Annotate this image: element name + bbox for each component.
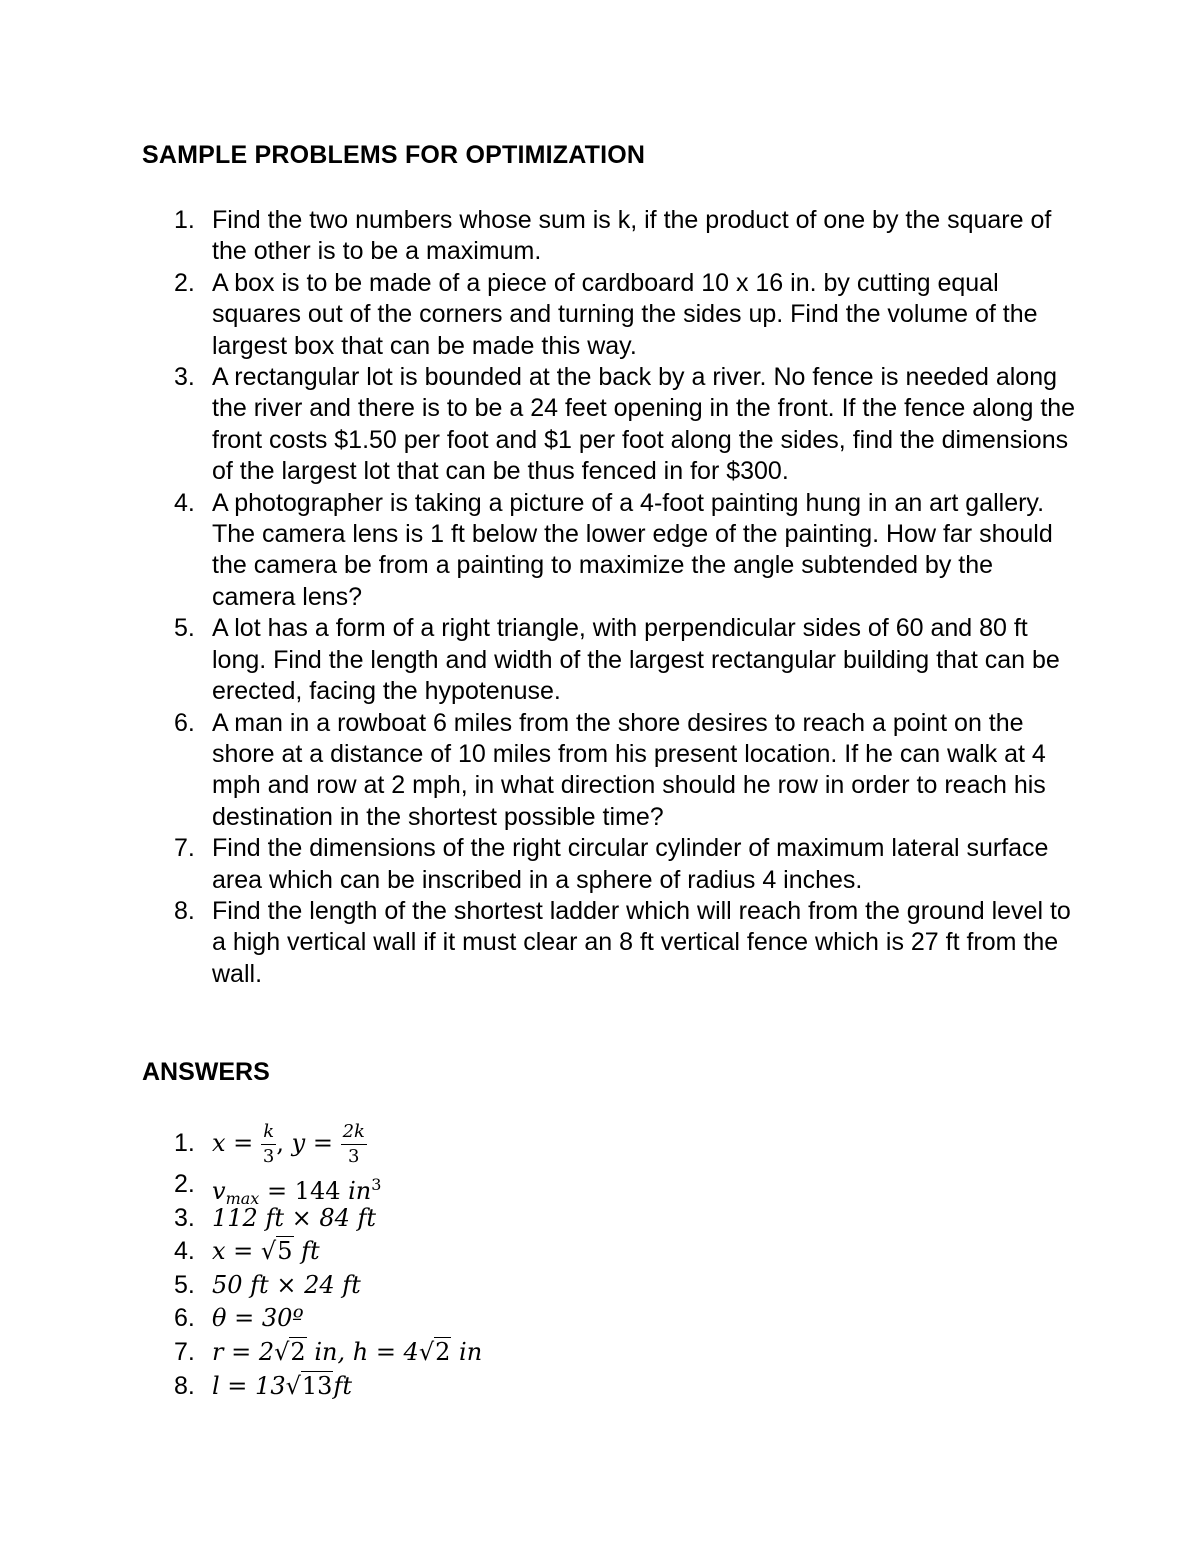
answer-list	[142, 1118, 842, 1403]
problem-item	[142, 268, 1082, 362]
answer-formula	[212, 1371, 352, 1400]
problem-number: 7.	[174, 834, 195, 863]
problem-text: A photographer is taking a picture of a 4-foot painting hung in an art gallery. The camera lens is 1 ft below the lower edge of the painting. How far should the camera be from a painting to maximize the angle subtended by the camera lens?	[212, 488, 1053, 611]
problem-text: A lot has a form of a right triangle, with perpendicular sides of 60 and 80 ft long. Find the length and width of the largest rectangular building that can be erected, facing the hypotenuse.	[212, 614, 1060, 706]
answer-formula: θ = 30º	[212, 1304, 304, 1333]
radicand: 2	[435, 1337, 451, 1366]
answer-formula: 50 ft × 24 ft	[212, 1270, 361, 1299]
problem-item	[142, 205, 1082, 268]
answer-formula	[212, 1236, 320, 1265]
fraction	[261, 1123, 276, 1166]
answer-item	[142, 1118, 842, 1168]
answer-item	[142, 1370, 842, 1404]
answer-item	[142, 1202, 842, 1236]
answer-number: 5.	[174, 1270, 195, 1299]
formula-unit: ft	[333, 1371, 352, 1400]
formula-unit: ft	[301, 1237, 320, 1266]
answer-number: 6.	[174, 1304, 195, 1333]
problem-number: 8.	[174, 896, 195, 925]
radicand: 13	[301, 1371, 333, 1400]
answer-number: 4.	[174, 1237, 195, 1266]
fraction-numerator: 2k	[341, 1123, 367, 1145]
problem-text: Find the dimensions of the right circular cylinder of maximum lateral surface area which can be inscribed in a sphere of radius 4 inches.	[212, 834, 1049, 894]
answer-formula: 112 ft × 84 ft	[212, 1203, 377, 1232]
problem-item	[142, 896, 1082, 990]
formula-part: v	[212, 1177, 226, 1205]
formula-superscript: 3	[371, 1175, 382, 1194]
sqrt-sign: √	[260, 1237, 277, 1266]
problem-item	[142, 708, 1082, 834]
problem-number: 1.	[174, 206, 195, 234]
radicand: 5	[277, 1237, 293, 1266]
answer-number: 3.	[174, 1203, 195, 1232]
sqrt-sign: √	[285, 1371, 301, 1400]
radicand: 2	[290, 1337, 306, 1366]
problem-text: Find the two numbers whose sum is k, if the product of one by the square of the other is to be a maximum.	[212, 206, 1052, 266]
formula-separator: ,	[276, 1129, 285, 1157]
formula-part: = 144	[266, 1177, 341, 1205]
problem-text: A man in a rowboat 6 miles from the shore desires to reach a point on the shore at a distance of 10 miles from his present location. If he can walk at 4 mph and row at 2 mph, in what direction should he row in order to reach his destination in the shortest possible time?	[212, 708, 1046, 831]
problem-number: 2.	[174, 268, 195, 297]
problem-number: 6.	[174, 708, 195, 737]
fraction	[341, 1123, 367, 1166]
answer-number: 2.	[174, 1170, 195, 1198]
formula-part: x =	[212, 1237, 254, 1266]
problem-item	[142, 488, 1082, 614]
answers-heading: ANSWERS	[142, 1058, 270, 1086]
problem-item	[142, 833, 1082, 896]
problem-text: A rectangular lot is bounded at the back by a river. No fence is needed along the river and there is to be a 24 feet opening in the front. If the fence along the front costs $1.50 per foot and $1 per foot along the sides, find the dimensions of the largest lot that can be thus fenced in for $300.	[212, 363, 1076, 486]
problem-number: 3.	[174, 363, 195, 392]
sqrt-sign: √	[418, 1337, 435, 1366]
formula-unit: in	[459, 1337, 483, 1366]
formula-unit: in,	[314, 1337, 346, 1366]
problem-number: 5.	[174, 614, 195, 643]
problem-item	[142, 613, 1082, 707]
fraction-denominator: 3	[348, 1146, 360, 1167]
sqrt-sign: √	[274, 1337, 290, 1366]
formula-part: y =	[291, 1129, 333, 1157]
problem-text: A box is to be made of a piece of cardboard 10 x 16 in. by cutting equal squares out of the corners and turning the sides up. Find the volume of the largest box that can be made this way.	[212, 268, 1038, 360]
answer-formula	[212, 1121, 367, 1167]
answer-item	[142, 1302, 842, 1336]
answer-number: 7.	[174, 1337, 195, 1366]
answer-item	[142, 1235, 842, 1269]
formula-part: h = 4	[352, 1337, 419, 1366]
answer-item	[142, 1336, 842, 1370]
answer-number: 1.	[174, 1129, 195, 1157]
problem-number: 4.	[174, 488, 195, 517]
formula-part: r = 2	[212, 1337, 275, 1366]
answer-item	[142, 1269, 842, 1303]
formula-subscript: max	[225, 1189, 260, 1208]
problem-item	[142, 362, 1082, 488]
formula-part: x =	[212, 1129, 254, 1157]
answer-formula	[212, 1337, 482, 1366]
problem-text: Find the length of the shortest ladder which will reach from the ground level to a high vertical wall if it must clear an 8 ft vertical fence which is 27 ft from the wall.	[212, 896, 1071, 988]
answer-number: 8.	[174, 1371, 195, 1400]
answer-item	[142, 1168, 842, 1208]
problem-list	[142, 205, 1082, 990]
formula-unit: in	[348, 1177, 372, 1205]
formula-part: l = 13	[212, 1371, 286, 1400]
fraction-denominator: 3	[262, 1146, 275, 1167]
document-title: SAMPLE PROBLEMS FOR OPTIMIZATION	[142, 141, 646, 169]
fraction-numerator: k	[261, 1123, 276, 1145]
